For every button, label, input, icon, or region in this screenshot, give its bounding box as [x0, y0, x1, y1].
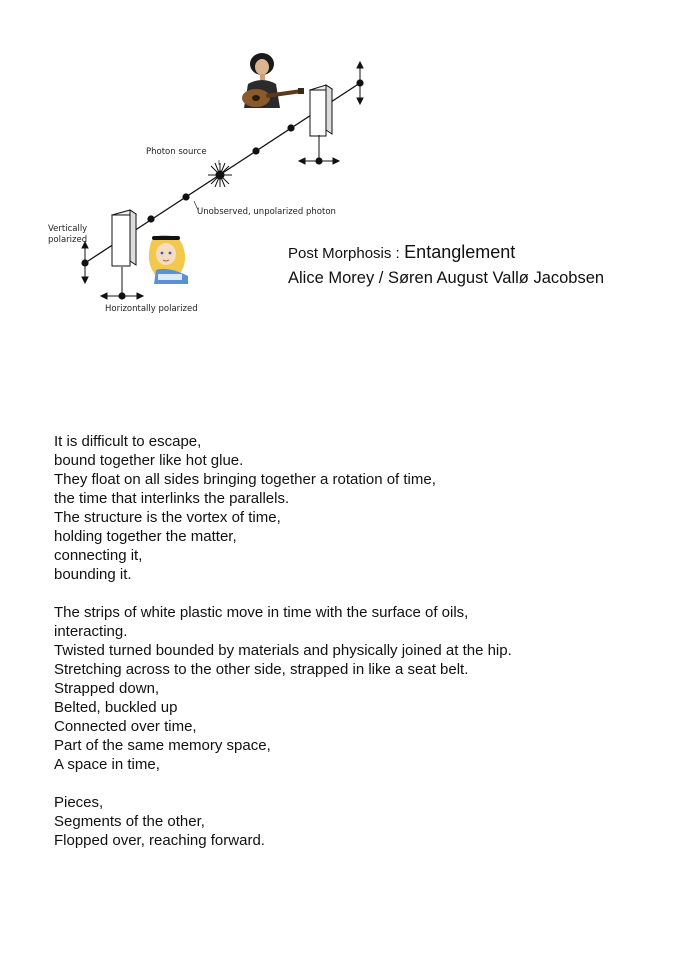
starburst-photon-icon — [208, 163, 232, 187]
guitarist-figure-icon — [242, 53, 304, 108]
alice-figure-icon — [149, 235, 188, 284]
vertically-polarized-label-line2: polarized — [48, 235, 88, 245]
double-arrow-icon — [299, 135, 339, 164]
vertically-polarized-label-line1: Vertically — [48, 224, 88, 234]
title-block — [288, 240, 604, 290]
stanza-2 — [54, 603, 654, 774]
poem-line: The strips of white plastic move in time with the surface of oils, — [54, 604, 469, 621]
poem-line: A space in time, — [54, 756, 160, 773]
double-arrow-icon — [101, 267, 143, 299]
poem-line: holding together the matter, — [54, 528, 237, 545]
poem-line: bound together like hot glue. — [54, 452, 244, 469]
poem-line: Flopped over, reaching forward. — [54, 832, 265, 849]
page-title: Entanglement — [404, 242, 516, 262]
poem-line: connecting it, — [54, 547, 143, 564]
polarizer-box-icon — [112, 210, 136, 266]
poem-line: bounding it. — [54, 566, 132, 583]
poem-line: Twisted turned bounded by materials and physically joined at the hip. — [54, 642, 512, 659]
photon-dot — [147, 215, 154, 222]
poem-body — [54, 432, 654, 869]
poem-line: Part of the same memory space, — [54, 737, 271, 754]
poem-line: It is difficult to escape, — [54, 433, 202, 450]
poem-line: Stretching across to the other side, strapped in like a seat belt. — [54, 661, 469, 678]
poem-line: Strapped down, — [54, 680, 160, 697]
polarizer-box-icon — [310, 85, 332, 136]
poem-line: Belted, buckled up — [54, 699, 178, 716]
horizontally-polarized-label: Horizontally polarized — [105, 304, 198, 314]
photon-source-label: Photon source — [146, 147, 207, 157]
series-prefix: Post Morphosis : — [288, 245, 400, 262]
poem-line: Connected over time, — [54, 718, 197, 735]
unobserved-photon-label: Unobserved, unpolarized photon — [197, 207, 336, 217]
photon-dot — [287, 124, 294, 131]
poem-line: the time that interlinks the parallels. — [54, 490, 290, 507]
stanza-3 — [54, 793, 654, 850]
poem-line: They float on all sides bringing together a rotation of time, — [54, 471, 436, 488]
poem-line: Segments of the other, — [54, 813, 205, 830]
photon-dot — [252, 147, 259, 154]
photon-dot — [182, 193, 189, 200]
poem-line: The structure is the vortex of time, — [54, 509, 281, 526]
stanza-1 — [54, 432, 654, 584]
poem-line: Pieces, — [54, 794, 104, 811]
poem-line: interacting. — [54, 623, 128, 640]
authors-line: Alice Morey / Søren August Vallø Jacobsen — [288, 269, 605, 287]
